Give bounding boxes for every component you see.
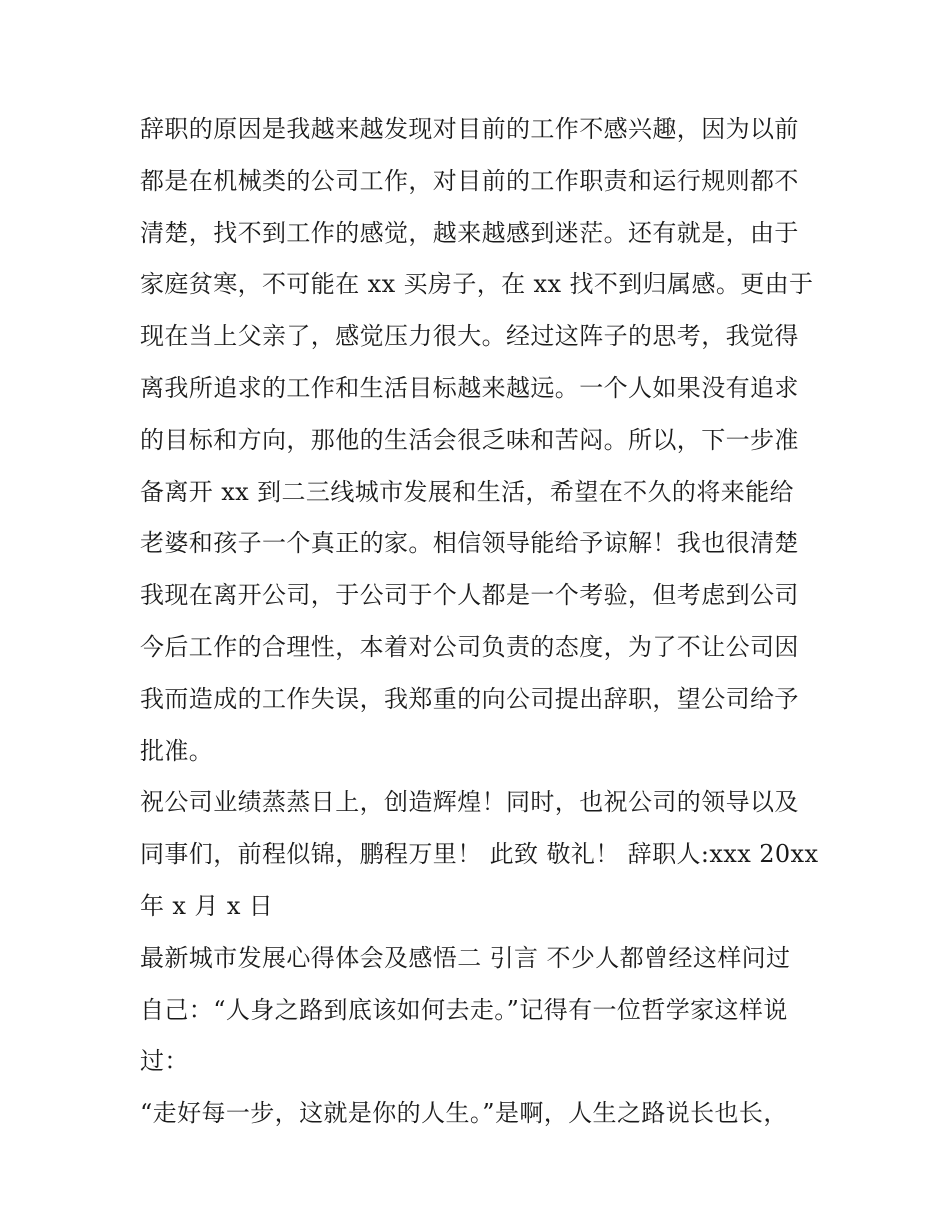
text-line: 家庭贫寒，不可能在 xx 买房子，在 xx 找不到归属感。更由于 bbox=[140, 270, 814, 299]
text-line: 清楚，找不到工作的感觉，越来越感到迷茫。还有就是，由于 bbox=[140, 218, 799, 247]
text-line: 辞职的原因是我越来越发现对目前的工作不感兴趣，因为以前 bbox=[140, 115, 799, 143]
text-line: 现在当上父亲了，感觉压力很大。经过这阵子的思考，我觉得 bbox=[140, 322, 799, 351]
text-line: 我而造成的工作失误，我郑重的向公司提出辞职，望公司给予 bbox=[140, 684, 799, 713]
text-line: 今后工作的合理性，本着对公司负责的态度，为了不让公司因 bbox=[140, 632, 799, 661]
text-line: 老婆和孩子一个真正的家。相信领导能给予谅解！我也很清楚 bbox=[140, 529, 799, 558]
text-line: 的目标和方向，那他的生活会很乏味和苦闷。所以，下一步准 bbox=[140, 425, 799, 454]
text-line: 都是在机械类的公司工作，对目前的工作职责和运行规则都不 bbox=[140, 166, 799, 195]
text-line: 祝公司业绩蒸蒸日上，创造辉煌！同时，也祝公司的领导以及 bbox=[140, 788, 799, 817]
text-line: “走好每一步，这就是你的人生。”是啊，人生之路说长也长， bbox=[140, 1099, 788, 1128]
text-line: 批准。 bbox=[140, 736, 214, 765]
text-line: 过： bbox=[140, 1047, 189, 1076]
text-line: 自己：“人身之路到底该如何去走。”记得有一位哲学家这样说 bbox=[140, 995, 788, 1024]
text-line: 同事们，前程似锦，鹏程万里！ 此致 敬礼！ 辞职人:xxx 20xx bbox=[140, 840, 819, 869]
text-line: 我现在离开公司，于公司于个人都是一个考验，但考虑到公司 bbox=[140, 581, 799, 610]
text-line: 离我所追求的工作和生活目标越来越远。一个人如果没有追求 bbox=[140, 373, 799, 402]
text-line: 最新城市发展心得体会及感悟二 引言 不少人都曾经这样问过 bbox=[140, 943, 791, 972]
text-line: 备离开 xx 到二三线城市发展和生活，希望在不久的将来能给 bbox=[140, 477, 794, 506]
text-line: 年 x 月 x 日 bbox=[140, 891, 274, 920]
body-text bbox=[140, 104, 820, 1140]
